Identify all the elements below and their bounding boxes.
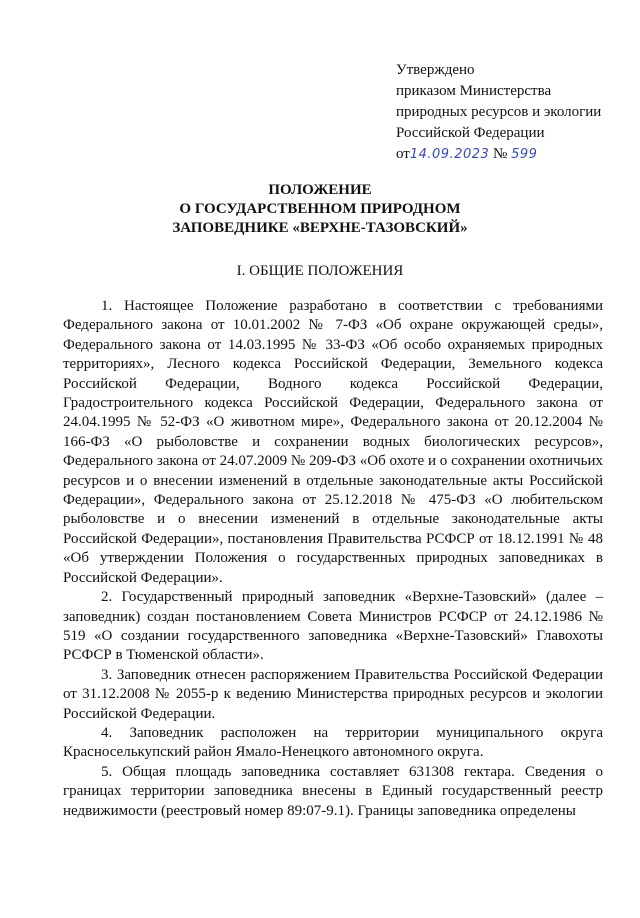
approval-block	[396, 60, 601, 165]
approval-line-ministry: природных ресурсов и экологии	[396, 104, 602, 120]
approval-date-line	[396, 144, 601, 165]
approval-line-order: приказом Министерства	[396, 83, 552, 99]
handwritten-date: 14.09.2023	[409, 147, 490, 162]
title-line-2: О ГОСУДАРСТВЕННОМ ПРИРОДНОМ	[179, 201, 461, 217]
handwritten-number: 599	[511, 147, 538, 162]
title-line-3: ЗАПОВЕДНИКЕ «ВЕРХНЕ-ТАЗОВСКИЙ»	[172, 220, 468, 236]
paragraph-2: 2. Государственный природный заповедник «Верхне-Тазовский» (далее – заповедник) создан постановлением Совета Министров РСФСР от 24.12.1986 № 519 «О создании государственного заповедника «Верхне-Тазовский» Главохоты РСФСР в Тюменской области».	[63, 589, 603, 664]
section-heading: I. ОБЩИЕ ПОЛОЖЕНИЯ	[236, 263, 404, 279]
paragraph-3: 3. Заповедник отнесен распоряжением Правительства Российской Федерации от 31.12.2008 № 2055-р к ведению Министерства природных ресурсов и экологии Российской Федерации.	[63, 666, 603, 722]
approval-line-approved: Утверждено	[396, 62, 475, 78]
paragraph-1: 1. Настоящее Положение разработано в соответствии с требованиями Федерального закона от 10.01.2002 № 7-ФЗ «Об охране окружающей среды», Федерального закона от 14.03.1995 № 33-ФЗ «Об особо охраняемых природных территориях», Лесного кодекса Российской Федерации, Земельного кодекса Российской Федерации, Водного кодекса Российской Федерации, Градостроительного кодекса Российской Федерации, Федерального закона от 24.04.1995 № 52-ФЗ «О животном мире», Федерального закона от 20.12.2004 № 166-ФЗ «О рыболовстве и сохранении водных биологических ресурсов», Федерального закона от 24.07.2009 № 209-ФЗ «Об охоте и о сохранении охотничьих ресурсов и о внесении изменений в отдельные законодательные акты Российской Федерации», Федерального закона от 25.12.2018 № 475-ФЗ «О любительском рыболовстве и о внесении изменений в отдельные законодательные акты Российской Федерации», постановления Правительства РСФСР от 18.12.1991 № 48 «Об утверждении Положения о государственных природных заповедниках в Российской Федерации».	[63, 298, 603, 586]
paragraph-4: 4. Заповедник расположен на территории муниципального округа Красноселькупский район Ямало-Ненецкого автономного округа.	[63, 724, 603, 761]
date-prefix: от	[396, 146, 410, 162]
document-title	[0, 181, 640, 238]
title-line-1: ПОЛОЖЕНИЕ	[268, 182, 372, 198]
approval-line-country: Российской Федерации	[396, 125, 545, 141]
number-prefix: №	[493, 146, 508, 162]
paragraph-5: 5. Общая площадь заповедника составляет 631308 гектара. Сведения о границах территории заповедника внесены в Единый государственный реестр недвижимости (реестровый номер 89:07-9.1). Границы заповедника определены	[63, 763, 603, 819]
document-body	[63, 297, 603, 821]
